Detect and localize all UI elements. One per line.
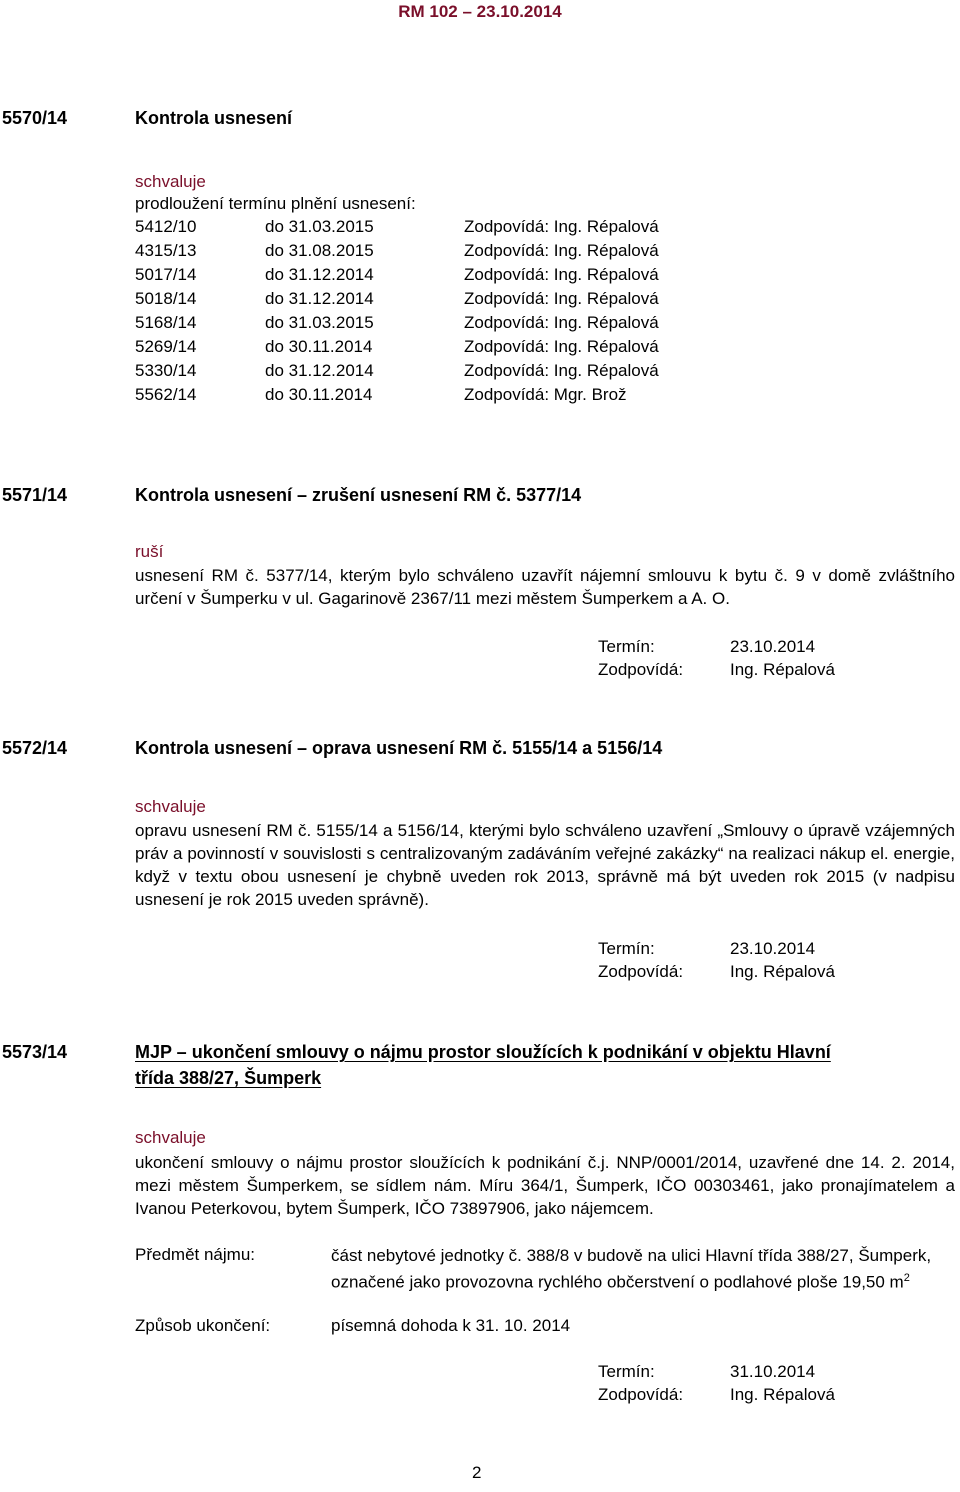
- page-header: RM 102 – 23.10.2014: [398, 2, 562, 21]
- term-label: Termín:: [598, 1362, 655, 1381]
- subject-value: část nebytové jednotky č. 388/8 v budově na ulici Hlavní třída 388/27, Šumperk, označené jako provozovna rychlého občerstvení o podlahové ploše 19,50 $m^2$: [331, 1246, 932, 1292]
- resolution-ref: 5269/14: [135, 337, 197, 356]
- deadline-date: do 30.11.2014: [265, 385, 373, 404]
- deadline-date: do 31.12.2014: [265, 361, 374, 380]
- deadline-date: do 30.11.2014: [265, 337, 373, 356]
- resolution-intro: prodloužení termínu plnění usnesení:: [135, 194, 416, 213]
- resolution-ref: 5018/14: [135, 289, 197, 308]
- resolution-title: Kontrola usnesení – zrušení usnesení RM č. 5377/14: [135, 485, 582, 505]
- resolution-title: Kontrola usnesení – oprava usnesení RM č. 5155/14 a 5156/14: [135, 738, 663, 758]
- responsible-label: Zodpovídá:: [598, 962, 684, 981]
- responsible-label: Zodpovídá:: [598, 1385, 684, 1404]
- responsible-person: Zodpovídá: Ing. Répalová: [464, 217, 659, 236]
- deadline-date: do 31.12.2014: [265, 265, 374, 284]
- deadline-row: [0, 360, 960, 382]
- term-value: 23.10.2014: [730, 939, 816, 958]
- deadline-row: [0, 240, 960, 262]
- deadline-row: [0, 264, 960, 286]
- resolution-title-continued: třída 388/27, Šumperk: [135, 1068, 322, 1088]
- responsible-person: Zodpovídá: Ing. Répalová: [464, 265, 659, 284]
- resolution-ref: 5412/10: [135, 217, 197, 236]
- resolution-number: 5573/14: [2, 1042, 68, 1062]
- resolution-ref: 5562/14: [135, 385, 197, 404]
- resolution-ref: 5168/14: [135, 313, 197, 332]
- method-value: písemná dohoda k 31. 10. 2014: [331, 1316, 571, 1335]
- responsible-person: Zodpovídá: Mgr. Brož: [464, 385, 627, 404]
- deadline-row: [0, 288, 960, 310]
- resolution-text: usnesení RM č. 5377/14, kterým bylo schváleno uzavřít nájemní smlouvu k bytu č. 9 v domě zvláštního určení v Šumperku v ul. Gagarinově 2367/11 mezi městem Šumperkem a A. O.: [135, 566, 955, 608]
- resolution-number: 5570/14: [2, 108, 68, 128]
- responsible-value: Ing. Répalová: [730, 962, 835, 981]
- resolution-text: ukončení smlouvy o nájmu prostor sloužících k podnikání č.j. NNP/0001/2014, uzavřené dne 14. 2. 2014, mezi městem Šumperkem, se sídlem nám. Míru 364/1, Šumperk, IČO 00303461, jako pronajímatelem a Ivanou Peterkovou, bytem Šumperk, IČO 73897906, jako nájemcem.: [135, 1153, 955, 1218]
- responsible-person: Zodpovídá: Ing. Répalová: [464, 361, 659, 380]
- responsible-label: Zodpovídá:: [598, 660, 684, 679]
- resolution-verb: schvaluje: [135, 797, 206, 816]
- resolution-title: MJP – ukončení smlouvy o nájmu prostor sloužících k podnikání v objektu Hlavní: [135, 1042, 831, 1062]
- subject-label: Předmět nájmu:: [135, 1245, 255, 1264]
- responsible-person: Zodpovídá: Ing. Répalová: [464, 289, 659, 308]
- resolution-verb: ruší: [135, 542, 164, 561]
- deadline-row: [0, 336, 960, 358]
- deadline-row: [0, 312, 960, 334]
- deadline-date: do 31.12.2014: [265, 289, 374, 308]
- term-value: 23.10.2014: [730, 637, 816, 656]
- term-value: 31.10.2014: [730, 1362, 816, 1381]
- method-label: Způsob ukončení:: [135, 1316, 271, 1335]
- responsible-person: Zodpovídá: Ing. Répalová: [464, 313, 659, 332]
- resolution-title: Kontrola usnesení: [135, 108, 293, 128]
- page-number: 2: [472, 1463, 482, 1482]
- responsible-value: Ing. Répalová: [730, 660, 835, 679]
- responsible-value: Ing. Répalová: [730, 1385, 835, 1404]
- deadline-row: [0, 216, 960, 238]
- resolution-number: 5571/14: [2, 485, 68, 505]
- responsible-person: Zodpovídá: Ing. Répalová: [464, 337, 659, 356]
- resolution-ref: 5017/14: [135, 265, 197, 284]
- resolution-text: opravu usnesení RM č. 5155/14 a 5156/14, kterými bylo schváleno uzavření „Smlouvy o úpravě vzájemných práv a povinností v souvislosti s centralizovaným zadáváním veřejné zakázky“ na realizaci nákup el. energie, když v textu obou usnesení je chybně uveden rok 2013, správně má být uveden rok 2015 (v nadpisu usnesení je rok 2015 uveden správně).: [135, 821, 955, 909]
- resolution-verb: schvaluje: [135, 1128, 206, 1147]
- resolution-ref: 5330/14: [135, 361, 197, 380]
- deadline-row: [0, 384, 960, 406]
- deadline-date: do 31.03.2015: [265, 313, 374, 332]
- resolution-verb: schvaluje: [135, 172, 206, 191]
- deadline-date: do 31.08.2015: [265, 241, 374, 260]
- resolution-ref: 4315/13: [135, 241, 197, 260]
- term-label: Termín:: [598, 637, 655, 656]
- term-label: Termín:: [598, 939, 655, 958]
- resolution-number: 5572/14: [2, 738, 68, 758]
- deadline-date: do 31.03.2015: [265, 217, 374, 236]
- responsible-person: Zodpovídá: Ing. Répalová: [464, 241, 659, 260]
